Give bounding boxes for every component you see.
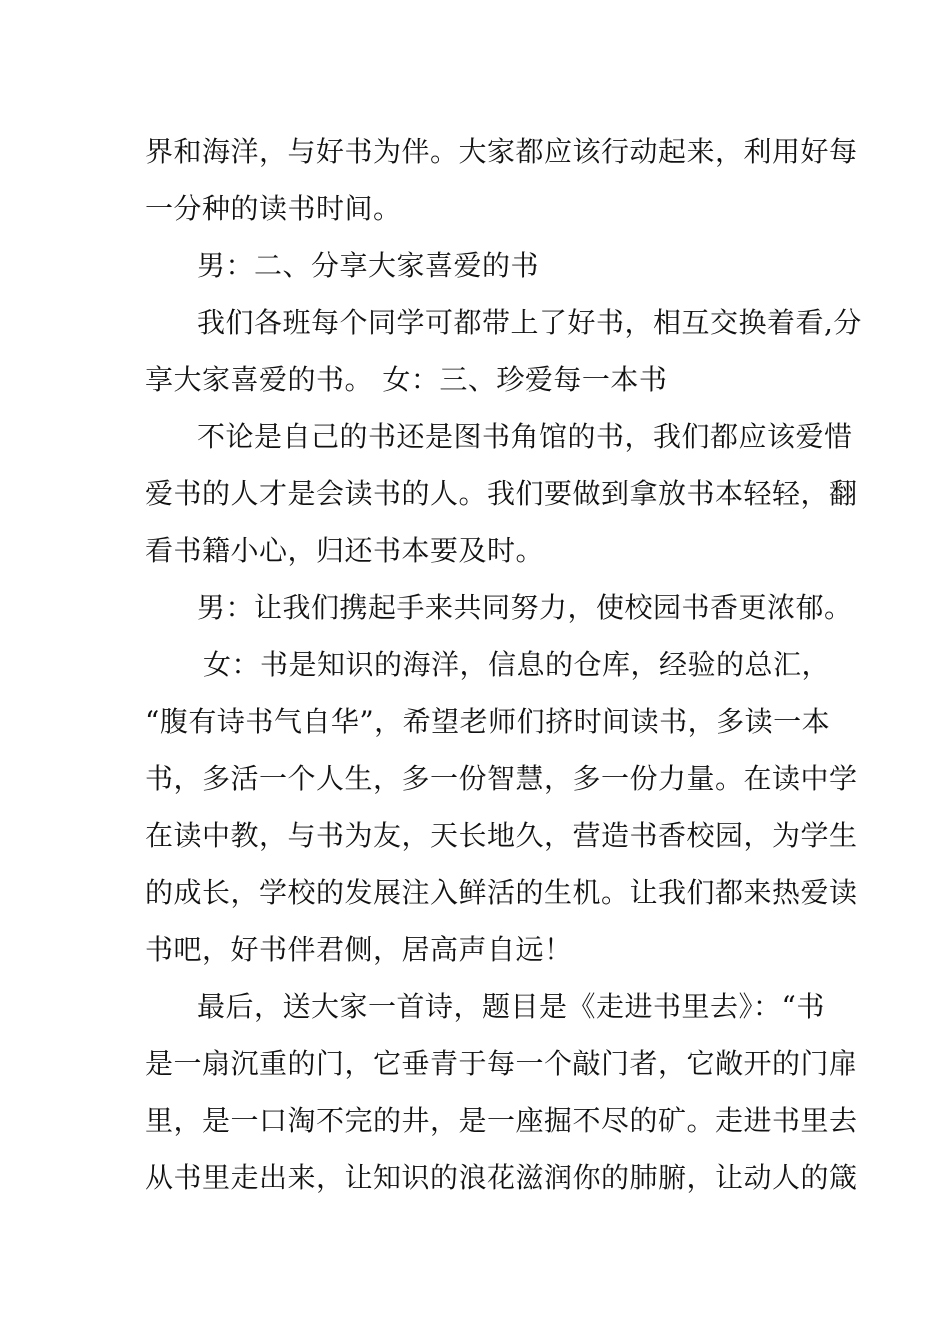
text-line: 最后，送大家一首诗，题目是《走进书里去》：“书 bbox=[197, 990, 825, 1023]
text-line: 界和海洋，与好书为伴。大家都应该行动起来，利用好每 bbox=[145, 135, 858, 168]
text-line: 的成长，学校的发展注入鲜活的生机。让我们都来热爱读 bbox=[145, 876, 858, 909]
text-line: 享大家喜爱的书。 女：三、珍爱每一本书 bbox=[145, 363, 668, 396]
text-line: 女：书是知识的海洋，信息的仓库，经验的总汇， bbox=[203, 648, 831, 681]
text-line: 在读中教，与书为友，天长地久，营造书香校园，为学生 bbox=[145, 819, 858, 852]
text-line: 书吧，好书伴君侧，居高声自远！ bbox=[145, 933, 573, 966]
text-line: 男：二、分享大家喜爱的书 bbox=[197, 249, 540, 282]
text-line: 是一扇沉重的门，它垂青于每一个敲门者，它敞开的门扉 bbox=[145, 1047, 858, 1080]
text-line: 里，是一口淘不完的井，是一座掘不尽的矿。走进书里去 bbox=[145, 1104, 858, 1137]
text-line: 看书籍小心，归还书本要及时。 bbox=[145, 534, 545, 567]
text-line: 书，多活一个人生，多一份智慧，多一份力量。在读中学 bbox=[145, 762, 858, 795]
text-line: 爱书的人才是会读书的人。我们要做到拿放书本轻轻，翻 bbox=[145, 477, 858, 510]
text-line: 不论是自己的书还是图书角馆的书，我们都应该爱惜 bbox=[197, 420, 853, 453]
text-line: “腹有诗书气自华”，希望老师们挤时间读书，多读一本 bbox=[145, 705, 831, 738]
text-line: 我们各班每个同学可都带上了好书，相互交换着看,分 bbox=[197, 306, 862, 339]
text-line: 从书里走出来，让知识的浪花滋润你的肺腑，让动人的箴 bbox=[145, 1161, 858, 1194]
text-line: 男：让我们携起手来共同努力，使校园书香更浓郁。 bbox=[197, 591, 853, 624]
text-line: 一分种的读书时间。 bbox=[145, 192, 402, 225]
